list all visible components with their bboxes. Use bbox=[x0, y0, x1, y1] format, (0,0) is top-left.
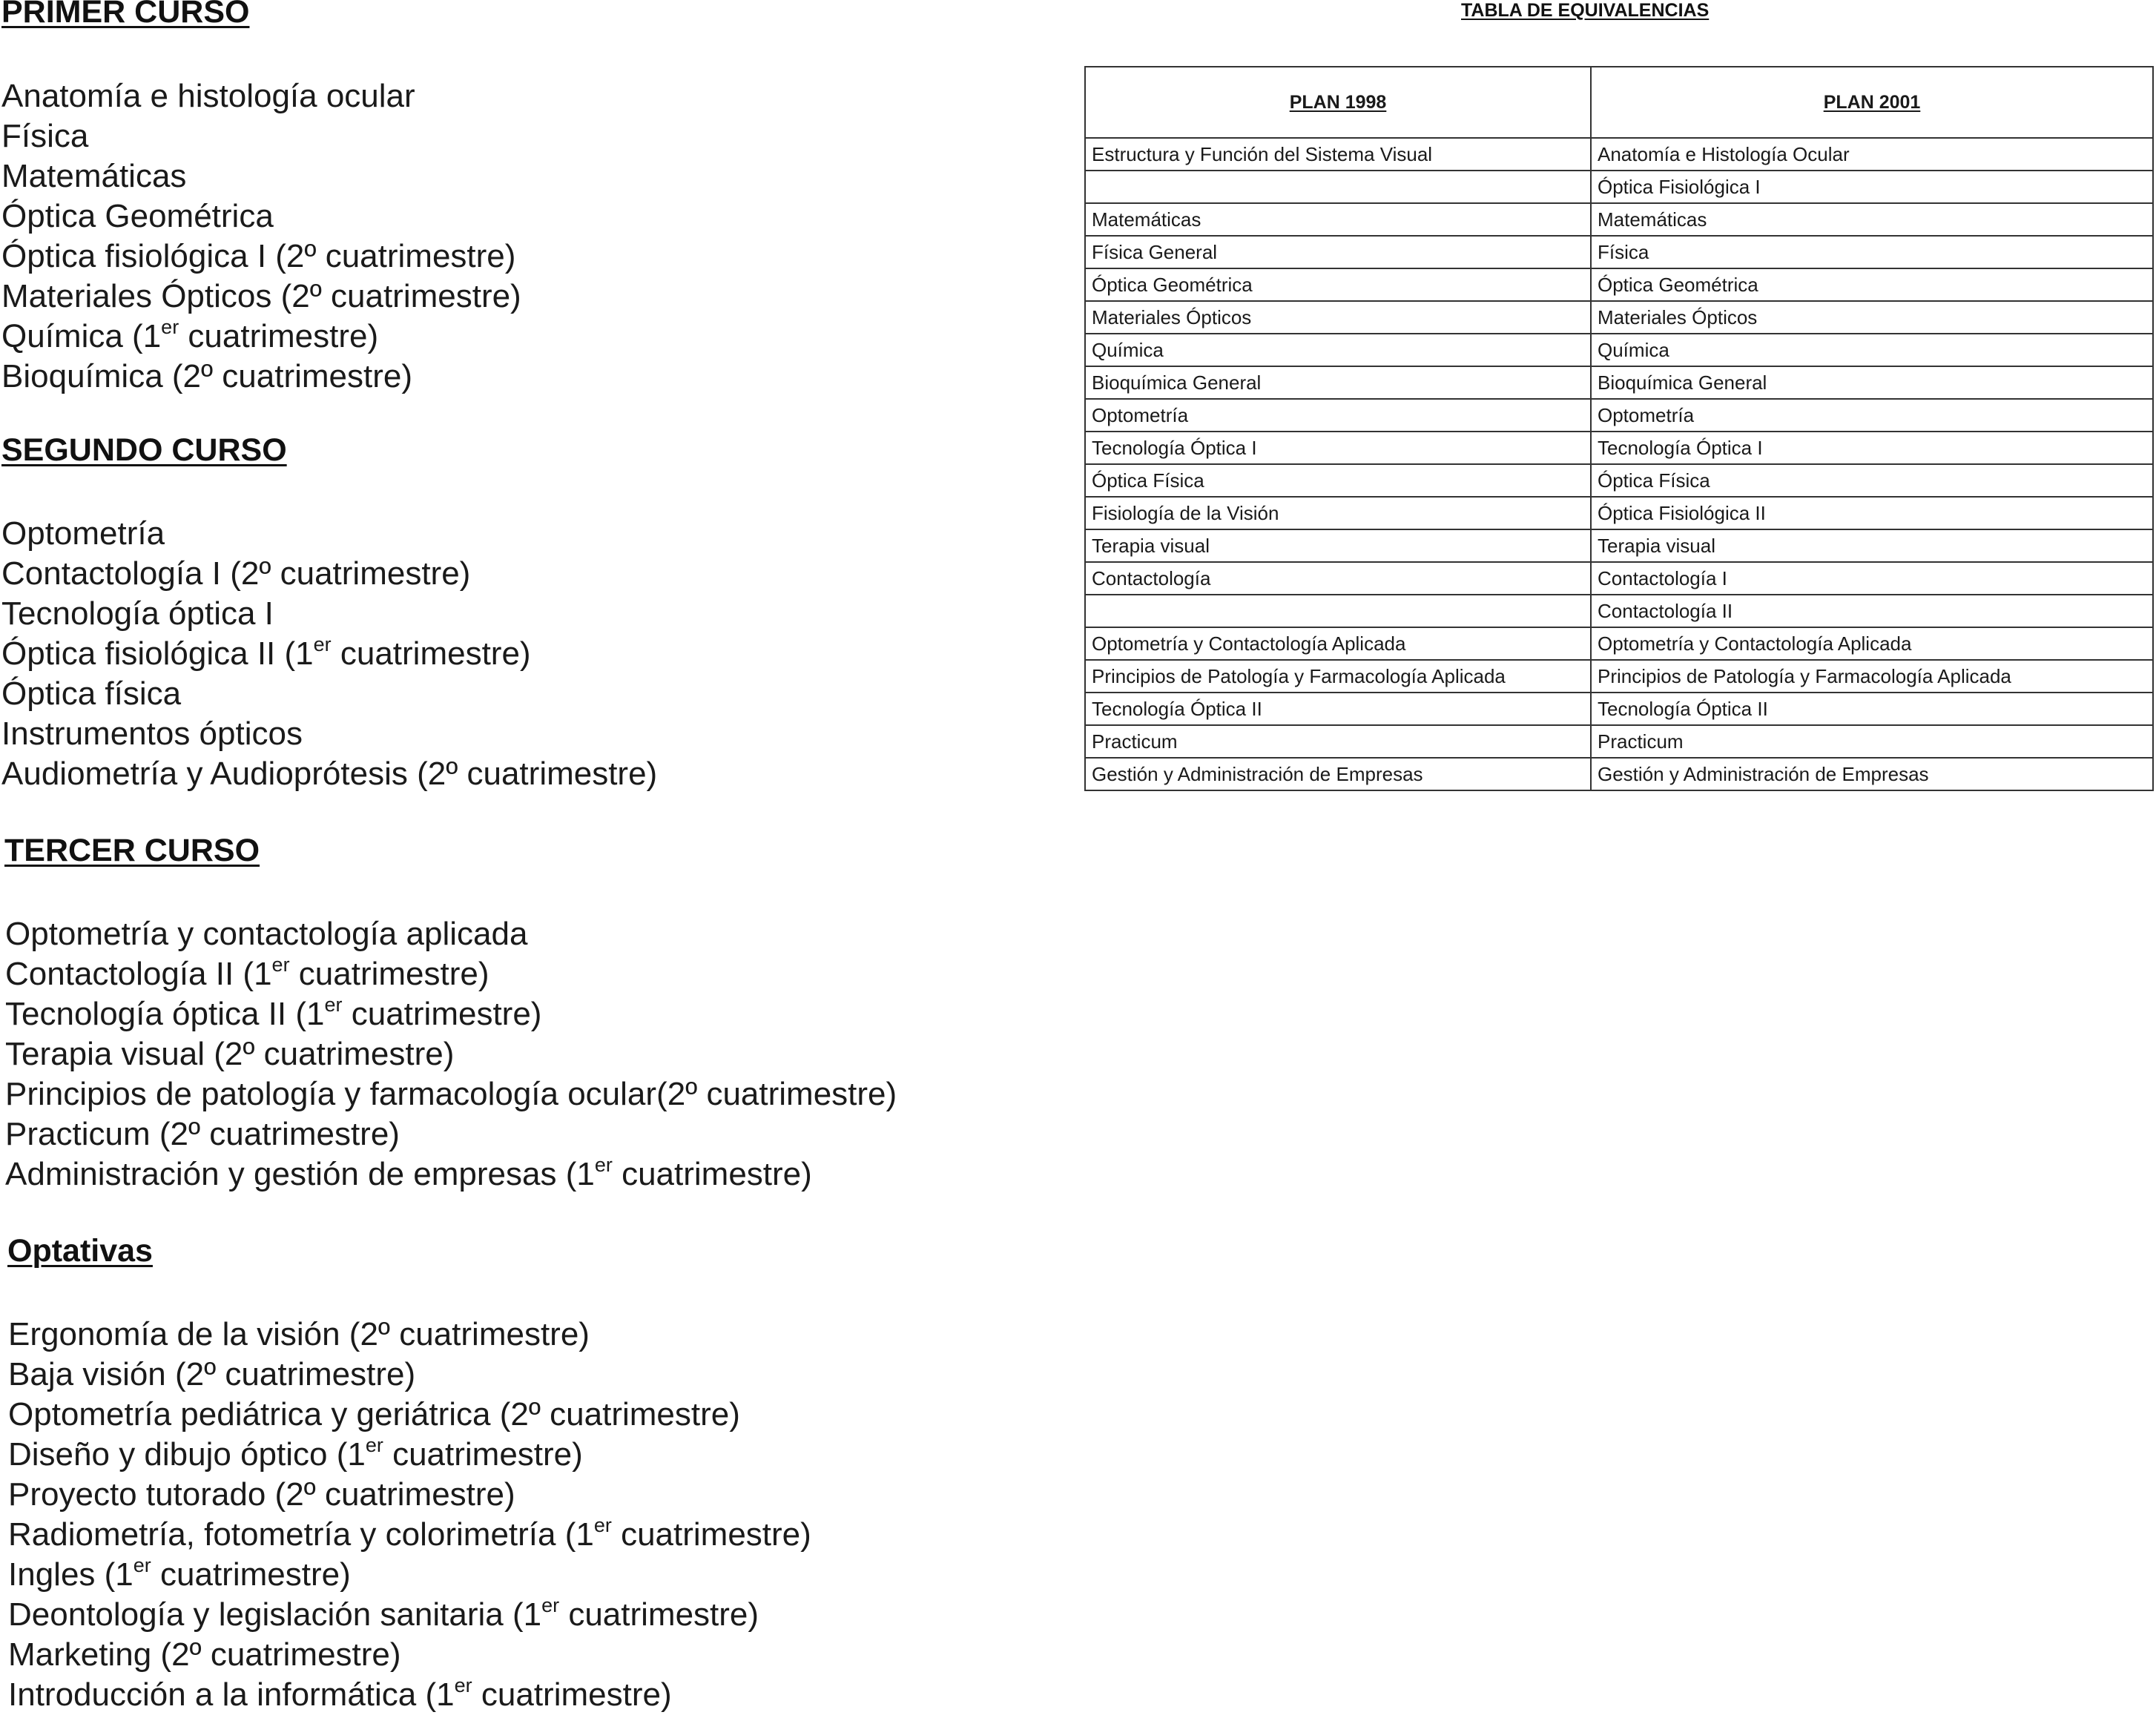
course-list bbox=[5, 914, 897, 1194]
table-row bbox=[1085, 432, 2153, 464]
course-item bbox=[5, 994, 897, 1034]
course-item bbox=[1, 634, 657, 674]
cell-plan-1998: Estructura y Función del Sistema Visual bbox=[1085, 138, 1591, 171]
cell-plan-1998 bbox=[1085, 171, 1591, 203]
table-row bbox=[1085, 171, 2153, 203]
table-row bbox=[1085, 138, 2153, 171]
course-name: Introducción a la informática (1 bbox=[8, 1676, 455, 1713]
course-item bbox=[8, 1315, 811, 1355]
course-item bbox=[1, 674, 657, 714]
cell-plan-2001: Materiales Ópticos bbox=[1591, 301, 2153, 334]
course-item bbox=[1, 76, 521, 116]
cell-plan-1998: Física General bbox=[1085, 236, 1591, 268]
course-item bbox=[5, 1114, 897, 1154]
course-term: cuatrimestre) bbox=[611, 1516, 811, 1553]
cell-plan-2001: Anatomía e Histología Ocular bbox=[1591, 138, 2153, 171]
table-header-row bbox=[1085, 67, 2153, 138]
ordinal-superscript: er bbox=[271, 954, 290, 977]
cell-plan-1998: Matemáticas bbox=[1085, 203, 1591, 236]
cell-plan-1998: Contactología bbox=[1085, 562, 1591, 595]
table-row bbox=[1085, 268, 2153, 301]
table-row bbox=[1085, 236, 2153, 268]
course-item bbox=[8, 1515, 811, 1555]
cell-plan-2001: Optometría y Contactología Aplicada bbox=[1591, 627, 2153, 660]
course-term: cuatrimestre) bbox=[331, 635, 531, 672]
course-term: cuatrimestre) bbox=[151, 1556, 351, 1593]
course-item bbox=[1, 116, 521, 156]
table-row bbox=[1085, 725, 2153, 758]
course-name: Optometría y contactología aplicada bbox=[5, 916, 528, 952]
table-row bbox=[1085, 497, 2153, 529]
cell-plan-2001: Contactología II bbox=[1591, 595, 2153, 627]
ordinal-superscript: er bbox=[454, 1674, 472, 1697]
course-name: Óptica física bbox=[1, 675, 182, 712]
cell-plan-1998: Bioquímica General bbox=[1085, 366, 1591, 399]
course-list bbox=[1, 76, 521, 397]
cell-plan-2001: Practicum bbox=[1591, 725, 2153, 758]
header-plan-1998: PLAN 1998 bbox=[1085, 67, 1591, 138]
course-name: Practicum (2º cuatrimestre) bbox=[5, 1116, 400, 1152]
course-name: Contactología II (1 bbox=[5, 956, 272, 992]
course-name: Principios de patología y farmacología ocular(2º cuatrimestre) bbox=[5, 1076, 897, 1112]
cell-plan-1998 bbox=[1085, 595, 1591, 627]
cell-plan-1998: Química bbox=[1085, 334, 1591, 366]
ordinal-superscript: er bbox=[594, 1154, 613, 1177]
section-heading: Optativas bbox=[7, 1233, 153, 1269]
course-name: Radiometría, fotometría y colorimetría (1 bbox=[8, 1516, 594, 1553]
course-item bbox=[1, 277, 521, 317]
table-row bbox=[1085, 334, 2153, 366]
course-list bbox=[1, 514, 657, 794]
course-name: Baja visión (2º cuatrimestre) bbox=[8, 1356, 416, 1392]
course-name: Física bbox=[1, 118, 89, 154]
cell-plan-1998: Gestión y Administración de Empresas bbox=[1085, 758, 1591, 790]
cell-plan-1998: Terapia visual bbox=[1085, 529, 1591, 562]
course-name: Tecnología óptica II (1 bbox=[5, 996, 325, 1032]
course-item bbox=[8, 1355, 811, 1395]
course-item bbox=[5, 914, 897, 954]
course-name: Óptica fisiológica II (1 bbox=[1, 635, 314, 672]
cell-plan-1998: Tecnología Óptica II bbox=[1085, 693, 1591, 725]
section-heading: TERCER CURSO bbox=[4, 833, 260, 868]
course-term: cuatrimestre) bbox=[383, 1436, 583, 1473]
cell-plan-2001: Optometría bbox=[1591, 399, 2153, 432]
cell-plan-2001: Matemáticas bbox=[1591, 203, 2153, 236]
course-item bbox=[8, 1435, 811, 1475]
course-name: Administración y gestión de empresas (1 bbox=[5, 1156, 595, 1192]
cell-plan-2001: Tecnología Óptica I bbox=[1591, 432, 2153, 464]
table-row bbox=[1085, 758, 2153, 790]
cell-plan-1998: Fisiología de la Visión bbox=[1085, 497, 1591, 529]
course-item bbox=[1, 714, 657, 754]
course-item bbox=[1, 594, 657, 634]
table-row bbox=[1085, 301, 2153, 334]
table-body bbox=[1085, 138, 2153, 790]
course-name: Bioquímica (2º cuatrimestre) bbox=[1, 358, 413, 394]
cell-plan-2001: Terapia visual bbox=[1591, 529, 2153, 562]
course-name: Optometría pediátrica y geriátrica (2º cuatrimestre) bbox=[8, 1396, 740, 1433]
section-heading: PRIMER CURSO bbox=[1, 0, 250, 30]
course-term: cuatrimestre) bbox=[342, 996, 542, 1032]
course-item bbox=[5, 1074, 897, 1114]
cell-plan-2001: Óptica Geométrica bbox=[1591, 268, 2153, 301]
table-row bbox=[1085, 660, 2153, 693]
cell-plan-2001: Física bbox=[1591, 236, 2153, 268]
course-term: cuatrimestre) bbox=[179, 318, 379, 354]
cell-plan-1998: Principios de Patología y Farmacología Aplicada bbox=[1085, 660, 1591, 693]
section-heading: SEGUNDO CURSO bbox=[1, 432, 287, 468]
ordinal-superscript: er bbox=[324, 994, 343, 1017]
equivalence-table bbox=[1084, 66, 2154, 791]
course-name: Deontología y legislación sanitaria (1 bbox=[8, 1596, 542, 1633]
cell-plan-2001: Tecnología Óptica II bbox=[1591, 693, 2153, 725]
table-row bbox=[1085, 627, 2153, 660]
course-term: cuatrimestre) bbox=[472, 1676, 672, 1713]
course-item bbox=[5, 1154, 897, 1194]
course-name: Química (1 bbox=[1, 318, 162, 354]
course-name: Anatomía e histología ocular bbox=[1, 78, 415, 114]
course-item bbox=[5, 1034, 897, 1074]
table-row bbox=[1085, 399, 2153, 432]
course-item bbox=[1, 754, 657, 794]
course-item bbox=[1, 196, 521, 237]
course-name: Ergonomía de la visión (2º cuatrimestre) bbox=[8, 1316, 590, 1352]
course-item bbox=[8, 1395, 811, 1435]
course-item bbox=[1, 554, 657, 594]
course-item bbox=[8, 1555, 811, 1595]
ordinal-superscript: er bbox=[161, 316, 179, 339]
course-item bbox=[1, 357, 521, 397]
course-item bbox=[1, 237, 521, 277]
table-row bbox=[1085, 203, 2153, 236]
course-item bbox=[8, 1675, 811, 1715]
cell-plan-2001: Principios de Patología y Farmacología Aplicada bbox=[1591, 660, 2153, 693]
course-item bbox=[5, 954, 897, 994]
course-list bbox=[8, 1315, 811, 1715]
cell-plan-1998: Materiales Ópticos bbox=[1085, 301, 1591, 334]
cell-plan-1998: Óptica Geométrica bbox=[1085, 268, 1591, 301]
course-name: Proyecto tutorado (2º cuatrimestre) bbox=[8, 1476, 515, 1513]
table-row bbox=[1085, 562, 2153, 595]
course-name: Óptica Geométrica bbox=[1, 198, 274, 234]
cell-plan-2001: Óptica Fisiológica II bbox=[1591, 497, 2153, 529]
cell-plan-1998: Tecnología Óptica I bbox=[1085, 432, 1591, 464]
course-item bbox=[1, 156, 521, 196]
table-row bbox=[1085, 595, 2153, 627]
ordinal-superscript: er bbox=[365, 1434, 383, 1457]
course-item bbox=[8, 1475, 811, 1515]
table-row bbox=[1085, 464, 2153, 497]
course-item bbox=[8, 1595, 811, 1635]
course-term: cuatrimestre) bbox=[289, 956, 489, 992]
cell-plan-2001: Óptica Física bbox=[1591, 464, 2153, 497]
course-name: Optometría bbox=[1, 515, 165, 552]
course-item bbox=[1, 514, 657, 554]
course-name: Ingles (1 bbox=[8, 1556, 133, 1593]
course-item bbox=[1, 317, 521, 357]
course-term: cuatrimestre) bbox=[559, 1596, 759, 1633]
cell-plan-2001: Contactología I bbox=[1591, 562, 2153, 595]
cell-plan-1998: Óptica Física bbox=[1085, 464, 1591, 497]
ordinal-superscript: er bbox=[541, 1594, 560, 1617]
cell-plan-2001: Bioquímica General bbox=[1591, 366, 2153, 399]
course-name: Matemáticas bbox=[1, 158, 187, 194]
course-name: Óptica fisiológica I (2º cuatrimestre) bbox=[1, 238, 516, 274]
ordinal-superscript: er bbox=[593, 1514, 612, 1537]
course-name: Tecnología óptica I bbox=[1, 595, 274, 632]
ordinal-superscript: er bbox=[133, 1554, 151, 1577]
table-title: TABLA DE EQUIVALENCIAS bbox=[1461, 0, 1710, 21]
cell-plan-1998: Practicum bbox=[1085, 725, 1591, 758]
cell-plan-1998: Optometría bbox=[1085, 399, 1591, 432]
course-name: Contactología I (2º cuatrimestre) bbox=[1, 555, 471, 592]
course-name: Terapia visual (2º cuatrimestre) bbox=[5, 1036, 455, 1072]
table-row bbox=[1085, 693, 2153, 725]
cell-plan-2001: Gestión y Administración de Empresas bbox=[1591, 758, 2153, 790]
course-item bbox=[8, 1635, 811, 1675]
table-row bbox=[1085, 529, 2153, 562]
header-plan-2001: PLAN 2001 bbox=[1591, 67, 2153, 138]
cell-plan-2001: Química bbox=[1591, 334, 2153, 366]
ordinal-superscript: er bbox=[313, 633, 332, 656]
course-name: Marketing (2º cuatrimestre) bbox=[8, 1636, 401, 1673]
cell-plan-1998: Optometría y Contactología Aplicada bbox=[1085, 627, 1591, 660]
course-name: Diseño y dibujo óptico (1 bbox=[8, 1436, 366, 1473]
course-name: Materiales Ópticos (2º cuatrimestre) bbox=[1, 278, 521, 314]
course-name: Instrumentos ópticos bbox=[1, 716, 303, 752]
table-row bbox=[1085, 366, 2153, 399]
course-name: Audiometría y Audioprótesis (2º cuatrimestre) bbox=[1, 756, 658, 792]
cell-plan-2001: Óptica Fisiológica I bbox=[1591, 171, 2153, 203]
course-term: cuatrimestre) bbox=[612, 1156, 812, 1192]
